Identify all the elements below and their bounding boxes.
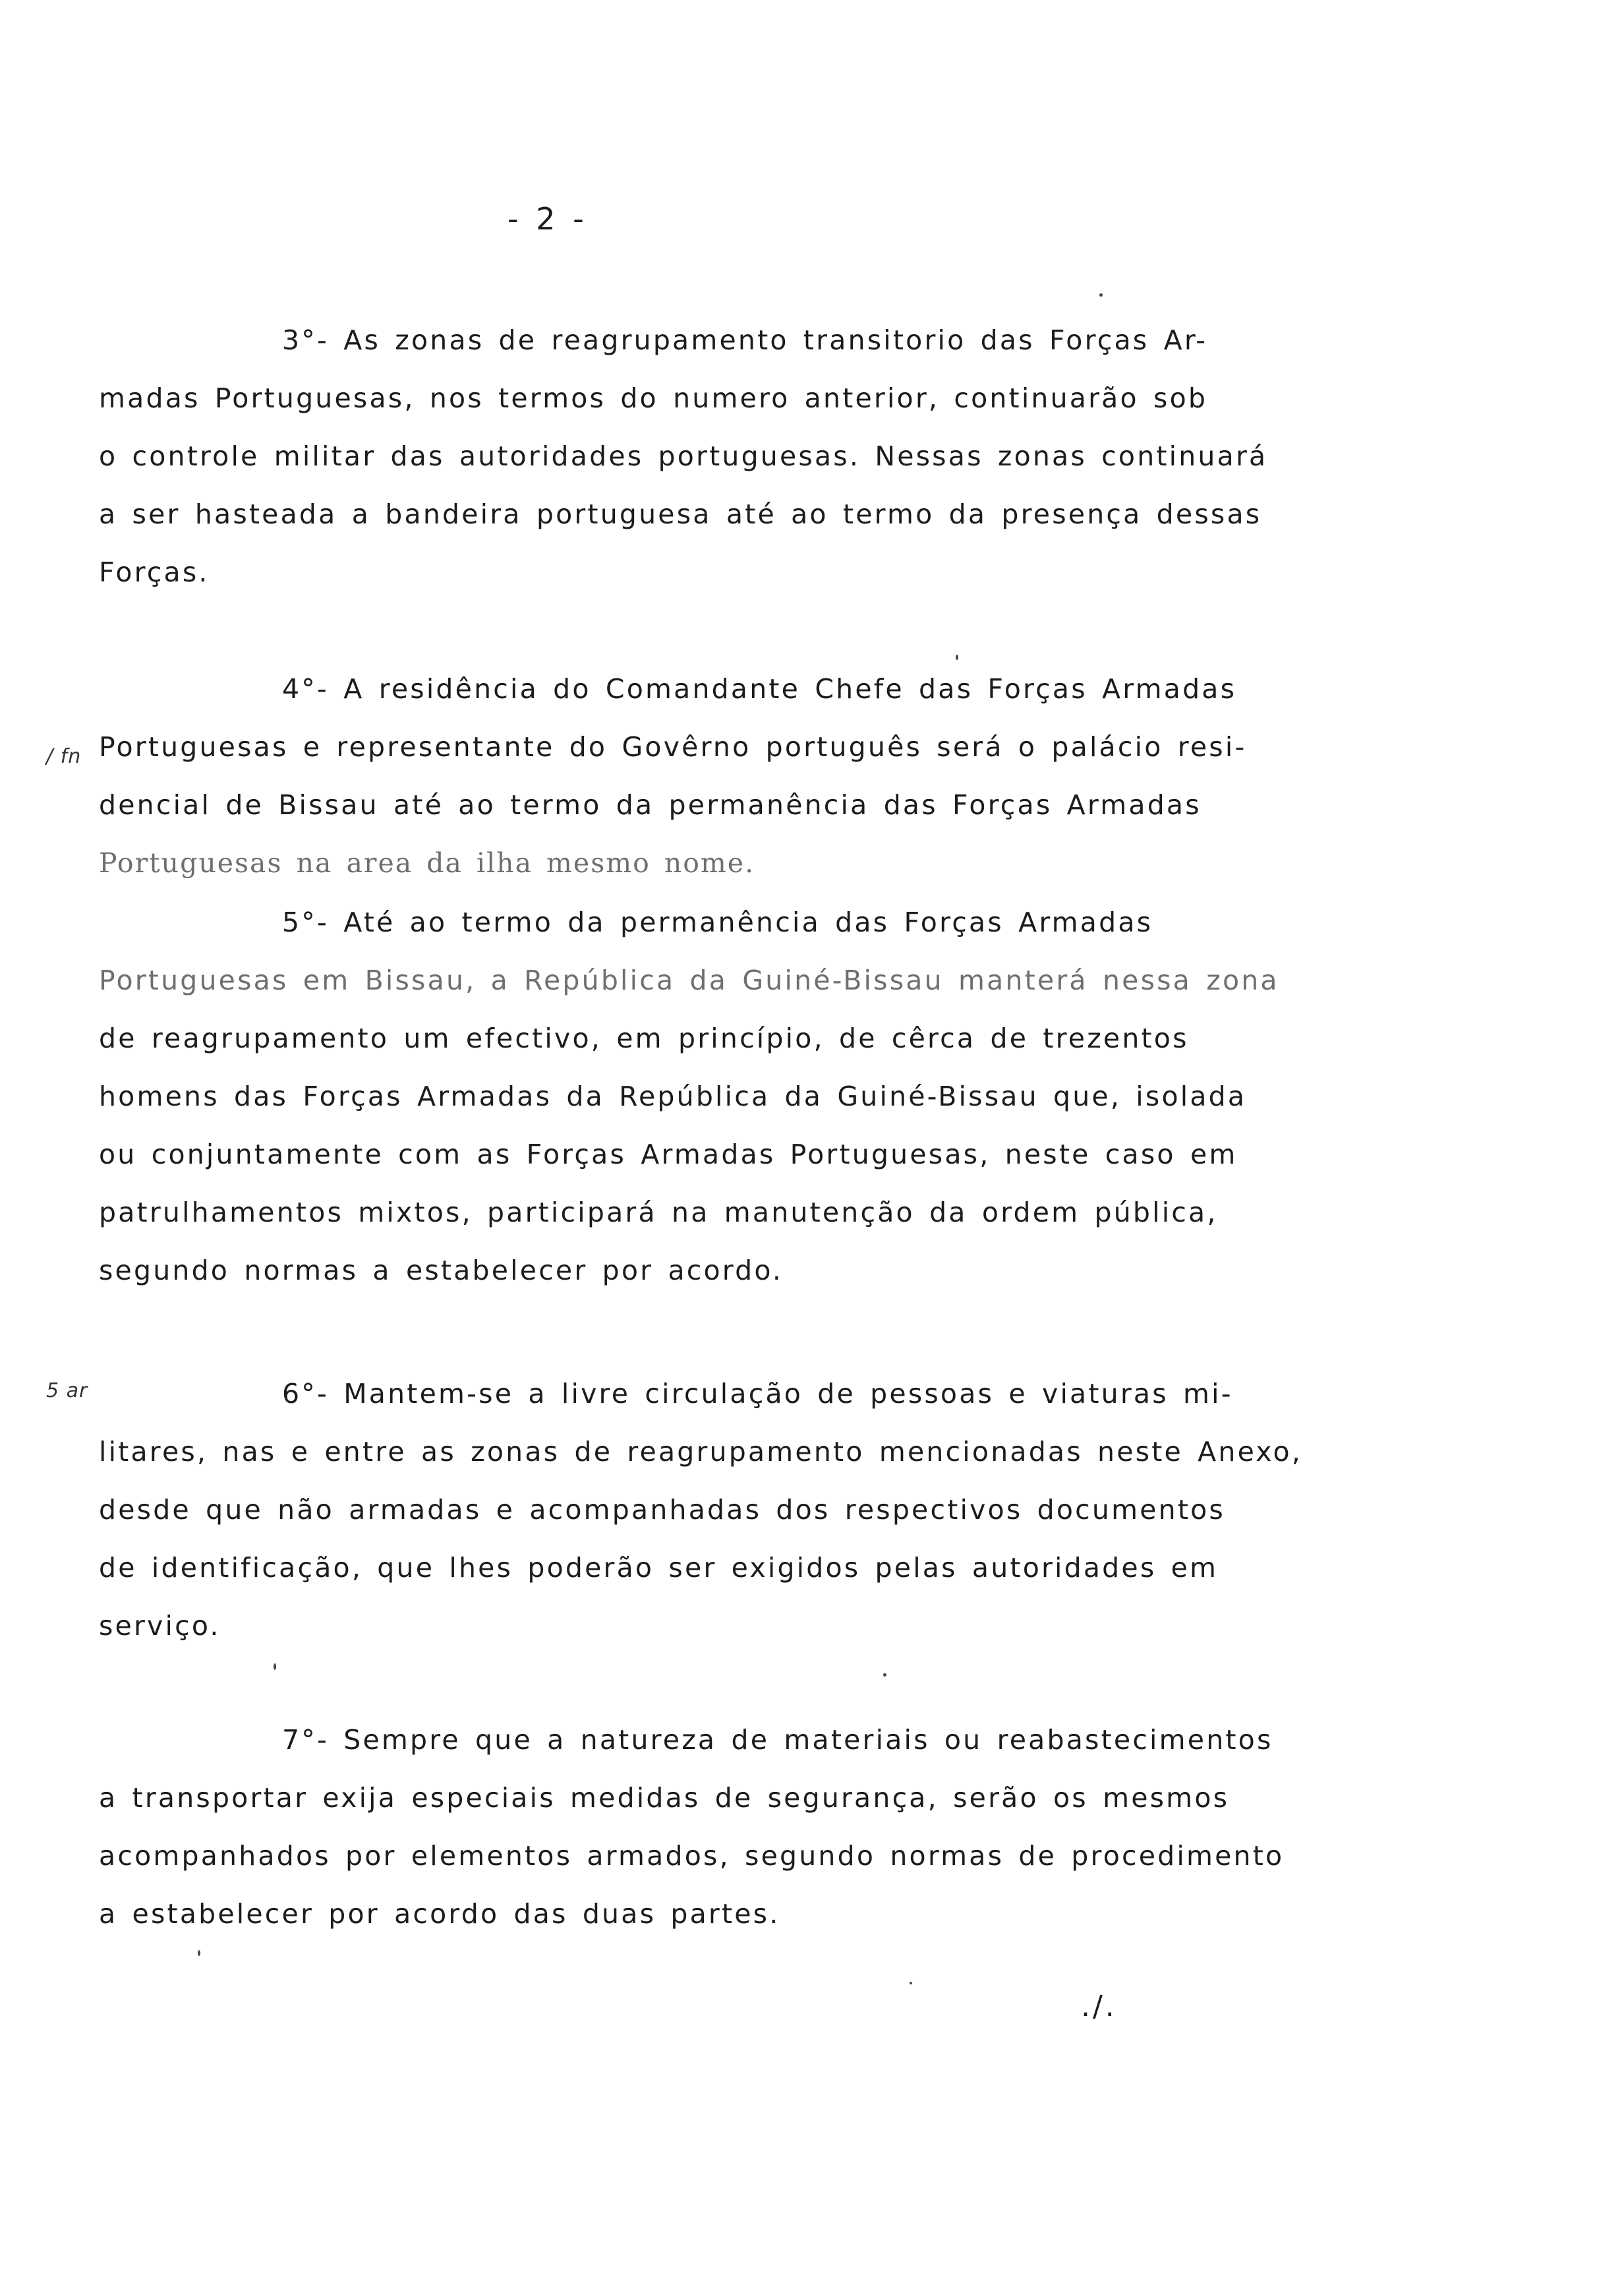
paragraph-line: de reagrupamento um efectivo, em princípio, de cêrca de trezentos [99, 1023, 1189, 1054]
paragraph-line: 7°- Sempre que a natureza de materiais ou reabastecimentos [282, 1724, 1273, 1756]
paragraph-line: segundo normas a estabelecer por acordo. [99, 1255, 784, 1286]
paragraph-line: 3°- As zonas de reagrupamento transitorio das Forças Ar- [282, 324, 1208, 356]
paragraph-line: o controle militar das autoridades portuguesas. Nessas zonas continuará [99, 440, 1268, 472]
paragraph-line: madas Portuguesas, nos termos do numero anterior, continuarão sob [99, 382, 1208, 414]
paragraph-line: patrulhamentos mixtos, participará na manutenção da ordem pública, [99, 1197, 1218, 1228]
paragraph-3 [99, 311, 1298, 601]
paragraph-line: Portuguesas em Bissau, a República da Guiné-Bissau manterá nessa zona [99, 965, 1279, 996]
paragraph-6 [99, 1365, 1303, 1655]
continuation-mark: ./. [1081, 1990, 1117, 2023]
paragraph-line: homens das Forças Armadas da República da Guiné-Bissau que, isolada [99, 1081, 1247, 1112]
margin-annotation: / fn [46, 745, 82, 768]
scan-speck [198, 1950, 200, 1956]
paragraph-line: Portuguesas e representante do Govêrno português será o palácio resi- [99, 731, 1247, 763]
paragraph-7 [99, 1711, 1298, 1943]
paragraph-line: acompanhados por elementos armados, segundo normas de procedimento [99, 1840, 1285, 1872]
page-number: - 2 - [508, 201, 588, 237]
paragraph-line: litares, nas e entre as zonas de reagrupamento mencionadas neste Anexo, [99, 1436, 1303, 1468]
paragraph-line: de identificação, que lhes poderão ser exigidos pelas autoridades em [99, 1552, 1219, 1584]
margin-annotation: 5 ar [46, 1379, 88, 1402]
paragraph-line: a transportar exija especiais medidas de segurança, serão os mesmos [99, 1782, 1230, 1814]
paragraph-line: 6°- Mantem-se a livre circulação de pessoas e viaturas mi- [282, 1378, 1233, 1410]
scan-speck [1099, 293, 1103, 297]
paragraph-line: dencial de Bissau até ao termo da permanência das Forças Armadas [99, 789, 1202, 821]
paragraph-5 [99, 893, 1298, 1299]
paragraph-4 [99, 660, 1298, 892]
paragraph-line: desde que não armadas e acompanhadas dos respectivos documentos [99, 1494, 1225, 1526]
paragraph-line: serviço. [99, 1610, 221, 1642]
paragraph-line: a estabelecer por acordo das duas partes. [99, 1898, 780, 1930]
scan-speck [910, 1982, 912, 1984]
paragraph-line: Forças. [99, 556, 210, 588]
scan-speck [956, 655, 958, 660]
paragraph-line: 4°- A residência do Comandante Chefe das Forças Armadas [282, 673, 1237, 705]
scan-speck [274, 1663, 276, 1670]
paragraph-line: ou conjuntamente com as Forças Armadas Portuguesas, neste caso em [99, 1139, 1238, 1170]
paragraph-line: Portuguesas na area da ilha mesmo nome. [99, 847, 755, 879]
paragraph-line: 5°- Até ao termo da permanência das Forças Armadas [282, 907, 1153, 938]
scan-speck [883, 1673, 886, 1677]
paragraph-line: a ser hasteada a bandeira portuguesa até ao termo da presença dessas [99, 498, 1262, 530]
